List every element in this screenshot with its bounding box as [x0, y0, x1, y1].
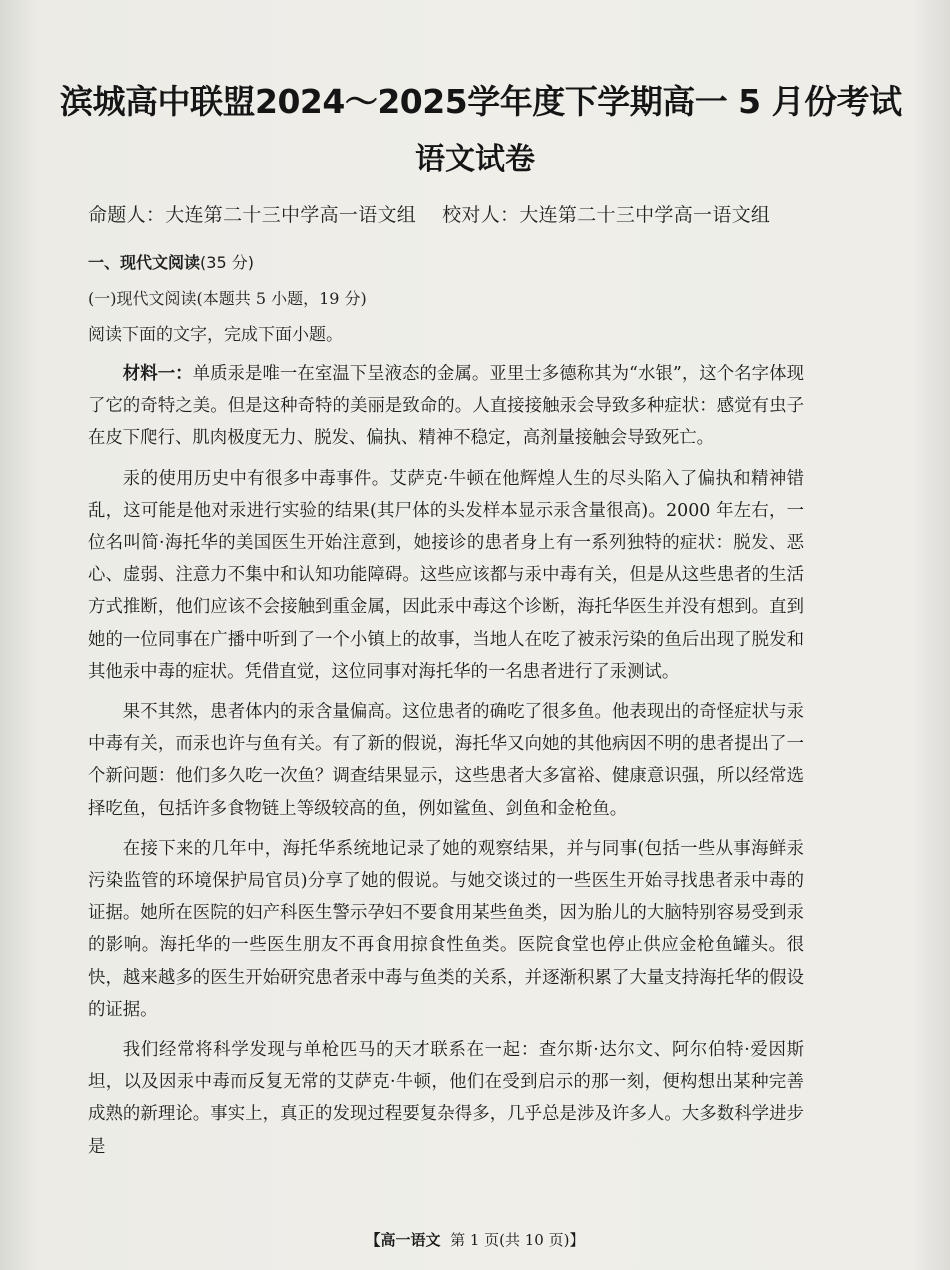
section-points: (35 分) [200, 253, 254, 272]
exam-subtitle: 语文试卷 [415, 142, 535, 177]
paragraph-text: 单质汞是唯一在室温下呈液态的金属。亚里士多德称其为“水银”，这个名字体现了它的奇特之美。但是这种奇特的美丽是致命的。人直接接触汞会导致多种症状：感觉有虫子在皮下爬行、肌肉极度无力、脱发、偏执、精神不稳定，高剂量接触会导致死亡。 [88, 364, 804, 449]
reading-passage [88, 358, 804, 1171]
exam-title: 滨城高中联盟2024～2025学年度下学期高一 5 月份考试 [60, 82, 902, 121]
passage-paragraph: 我们经常将科学发现与单枪匹马的天才联系在一起：查尔斯·达尔文、阿尔伯特·爱因斯坦，以及因汞中毒而反复无常的艾萨克·牛顿，他们在受到启示的那一刻，便构想出某种完善成熟的新理论。事实上，真正的发现过程要复杂得多，几乎总是涉及许多人。大多数科学进步是 [88, 1040, 804, 1157]
passage-paragraph [88, 358, 804, 455]
footer-page-number: 第 1 页(共 10 页)】 [450, 1231, 585, 1249]
material-label: 材料一： [122, 364, 193, 384]
page-footer [0, 1229, 950, 1250]
setter-name: 大连第二十三中学高一语文组 [165, 204, 417, 226]
author-line [88, 200, 770, 227]
proofreader-label: 校对人： [442, 204, 520, 226]
reading-instruction: 阅读下面的文字，完成下面小题。 [88, 325, 343, 345]
passage-paragraph: 果不其然，患者体内的汞含量偏高。这位患者的确吃了很多鱼。他表现出的奇怪症状与汞中毒有关，而汞也许与鱼有关。有了新的假说，海托华又向她的其他病因不明的患者提出了一个新问题：他们多久吃一次鱼？调查结果显示，这些患者大多富裕、健康意识强，所以经常选择吃鱼，包括许多食物链上等级较高的鱼，例如鲨鱼、剑鱼和金枪鱼。 [88, 702, 804, 819]
section-heading [88, 250, 254, 273]
footer-subject: 【高一语文 [365, 1231, 441, 1249]
setter-label: 命题人： [88, 204, 166, 226]
subsection-heading: (一)现代文阅读(本题共 5 小题，19 分) [88, 289, 367, 308]
section-title: 一、现代文阅读 [88, 253, 201, 272]
passage-paragraph: 汞的使用历史中有很多中毒事件。艾萨克·牛顿在他辉煌人生的尽头陷入了偏执和精神错乱，这可能是他对汞进行实验的结果(其尸体的头发样本显示汞含量很高)。2000 年左右，一位名叫简·海托华的美国医生开始注意到，她接诊的患者身上有一系列独特的症状：脱发、恶心、虚弱、注意力不集中和认知功能障碍。这些应该都与汞中毒有关，但是从这些患者的生活方式推断，他们应该不会接触到重金属，因此汞中毒这个诊断，海托华医生并没有想到。直到她的一位同事在广播中听到了一个小镇上的故事，当地人在吃了被汞污染的鱼后出现了脱发和其他汞中毒的症状。凭借直觉，这位同事对海托华的一名患者进行了汞测试。 [88, 468, 804, 682]
proofreader-name: 大连第二十三中学高一语文组 [519, 204, 771, 226]
passage-paragraph: 在接下来的几年中，海托华系统地记录了她的观察结果，并与同事(包括一些从事海鲜汞污染监管的环境保护局官员)分享了她的假说。与她交谈过的一些医生开始寻找患者汞中毒的证据。她所在医院的妇产科医生警示孕妇不要食用某些鱼类，因为胎儿的大脑特别容易受到汞的影响。海托华的一些医生朋友不再食用掠食性鱼类。医院食堂也停止供应金枪鱼罐头。很快，越来越多的医生开始研究患者汞中毒与鱼类的关系，并逐渐积累了大量支持海托华的假设的证据。 [88, 838, 804, 1020]
